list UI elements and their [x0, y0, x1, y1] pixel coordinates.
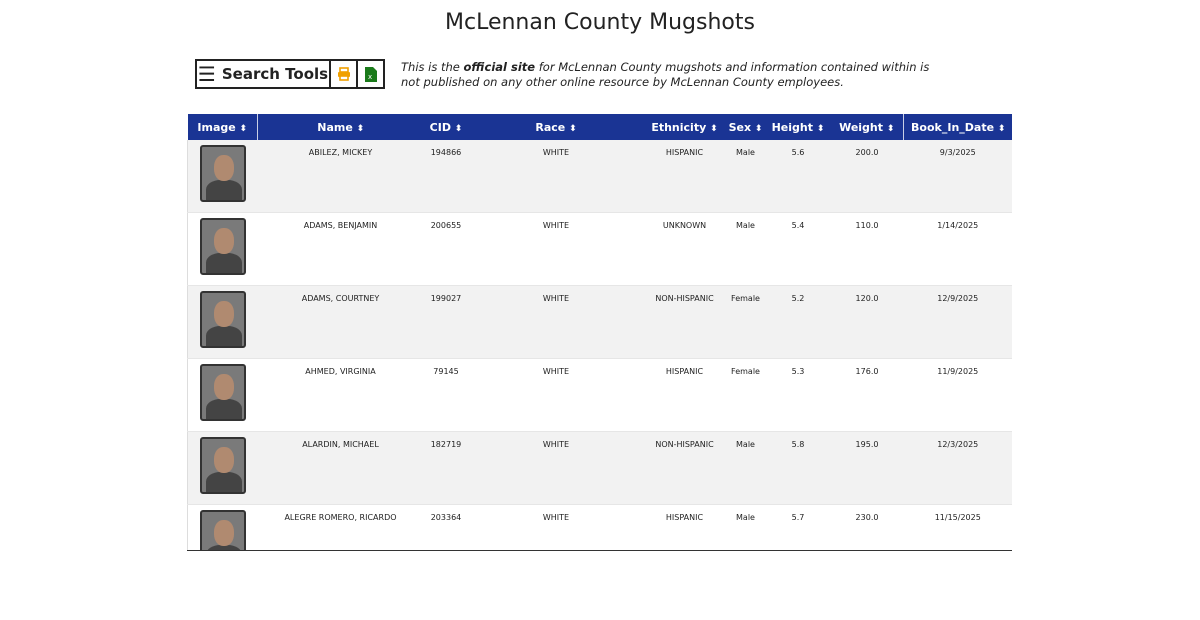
column-label: Race: [535, 120, 566, 134]
cell-race: WHITE: [469, 432, 644, 505]
note-text: This is the: [401, 60, 464, 74]
sort-icon[interactable]: ⬍: [239, 123, 248, 134]
column-header-name[interactable]: [258, 114, 424, 140]
cell-height: 5.6: [766, 140, 831, 213]
cell-cid: 182719: [424, 432, 469, 505]
column-label: Ethnicity: [651, 120, 707, 134]
table-row: [188, 359, 1013, 432]
cell-ethnicity: NON-HISPANIC: [644, 432, 726, 505]
image-cell: [188, 359, 258, 432]
svg-text:x: x: [367, 72, 372, 81]
cell-sex: Male: [726, 432, 766, 505]
cell-height: 5.8: [766, 432, 831, 505]
column-label: Image: [197, 120, 236, 134]
cell-weight: 230.0: [831, 505, 904, 552]
mugshot-table: [187, 114, 1012, 551]
cell-weight: 195.0: [831, 432, 904, 505]
cell-height: 5.4: [766, 213, 831, 286]
excel-export-button[interactable]: [356, 59, 385, 89]
sort-icon[interactable]: ⬍: [754, 123, 763, 134]
excel-icon: [365, 67, 377, 82]
column-label: Sex: [728, 120, 752, 134]
cell-ethnicity: HISPANIC: [644, 359, 726, 432]
cell-sex: Female: [726, 359, 766, 432]
image-cell: [188, 286, 258, 359]
cell-date: 11/15/2025: [904, 505, 1013, 552]
cell-race: WHITE: [469, 505, 644, 552]
mugshot-photo[interactable]: [200, 510, 246, 551]
column-label: Height: [771, 120, 813, 134]
cell-race: WHITE: [469, 140, 644, 213]
cell-cid: 79145: [424, 359, 469, 432]
table-row: [188, 286, 1013, 359]
mugshot-photo[interactable]: [200, 218, 246, 275]
mugshot-photo[interactable]: [200, 145, 246, 202]
column-label: Weight: [839, 120, 884, 134]
cell-race: WHITE: [469, 359, 644, 432]
column-header-ethnicity[interactable]: [644, 114, 726, 140]
sort-icon[interactable]: ⬍: [569, 123, 577, 134]
column-label: Book_In_Date: [911, 120, 995, 134]
mugshot-photo[interactable]: [200, 437, 246, 494]
sort-icon[interactable]: ⬍: [710, 123, 718, 134]
cell-height: 5.3: [766, 359, 831, 432]
cell-name: ABILEZ, MICKEY: [258, 140, 424, 213]
cell-cid: 194866: [424, 140, 469, 213]
cell-weight: 176.0: [831, 359, 904, 432]
cell-name: AHMED, VIRGINIA: [258, 359, 424, 432]
column-header-image[interactable]: [188, 114, 258, 140]
cell-ethnicity: NON-HISPANIC: [644, 286, 726, 359]
image-cell: [188, 505, 258, 552]
image-cell: [188, 140, 258, 213]
cell-height: 5.2: [766, 286, 831, 359]
table-row: [188, 432, 1013, 505]
cell-sex: Male: [726, 213, 766, 286]
cell-weight: 120.0: [831, 286, 904, 359]
sort-icon[interactable]: ⬍: [997, 123, 1006, 134]
note-bold: official site: [463, 60, 536, 74]
hamburger-icon: ☰: [197, 62, 216, 86]
cell-cid: 203364: [424, 505, 469, 552]
cell-sex: Male: [726, 505, 766, 552]
note-text-rest: for McLennan County mugshots and information contained within is not published on any other online resource by McLennan County employees.: [401, 60, 930, 89]
cell-date: 11/9/2025: [904, 359, 1013, 432]
table-row: [188, 213, 1013, 286]
column-header-cid[interactable]: [424, 114, 469, 140]
cell-name: ADAMS, BENJAMIN: [258, 213, 424, 286]
cell-sex: Female: [726, 286, 766, 359]
column-header-weight[interactable]: [831, 114, 904, 140]
print-icon: [337, 67, 351, 81]
page-title: McLennan County Mugshots: [445, 10, 755, 35]
cell-date: 1/14/2025: [904, 213, 1013, 286]
print-button[interactable]: [329, 59, 358, 89]
cell-date: 12/3/2025: [904, 432, 1013, 505]
column-label: Name: [317, 120, 353, 134]
image-cell: [188, 432, 258, 505]
cell-ethnicity: UNKNOWN: [644, 213, 726, 286]
toolbar: [195, 59, 385, 89]
image-cell: [188, 213, 258, 286]
cell-name: ALARDIN, MICHAEL: [258, 432, 424, 505]
cell-weight: 110.0: [831, 213, 904, 286]
column-header-sex[interactable]: [726, 114, 766, 140]
cell-cid: 199027: [424, 286, 469, 359]
mugshot-photo[interactable]: [200, 364, 246, 421]
column-header-book_in_date[interactable]: [904, 114, 1013, 140]
cell-race: WHITE: [469, 286, 644, 359]
search-tools-button[interactable]: [195, 59, 331, 89]
column-label: CID: [429, 120, 451, 134]
sort-icon[interactable]: ⬍: [356, 123, 365, 134]
cell-date: 12/9/2025: [904, 286, 1013, 359]
cell-name: ALEGRE ROMERO, RICARDO: [258, 505, 424, 552]
sort-icon[interactable]: ⬍: [454, 123, 463, 134]
search-tools-label: Search Tools: [221, 65, 329, 83]
cell-ethnicity: HISPANIC: [644, 505, 726, 552]
mugshot-photo[interactable]: [200, 291, 246, 348]
cell-cid: 200655: [424, 213, 469, 286]
cell-race: WHITE: [469, 213, 644, 286]
cell-ethnicity: HISPANIC: [644, 140, 726, 213]
cell-height: 5.7: [766, 505, 831, 552]
cell-name: ADAMS, COURTNEY: [258, 286, 424, 359]
cell-date: 9/3/2025: [904, 140, 1013, 213]
column-header-race[interactable]: [469, 114, 644, 140]
sort-icon[interactable]: ⬍: [886, 123, 895, 134]
column-header-height[interactable]: [766, 114, 831, 140]
cell-sex: Male: [726, 140, 766, 213]
sort-icon[interactable]: ⬍: [816, 123, 825, 134]
table-row: [188, 505, 1013, 552]
official-site-note: [401, 60, 946, 90]
table-row: [188, 140, 1013, 213]
cell-weight: 200.0: [831, 140, 904, 213]
